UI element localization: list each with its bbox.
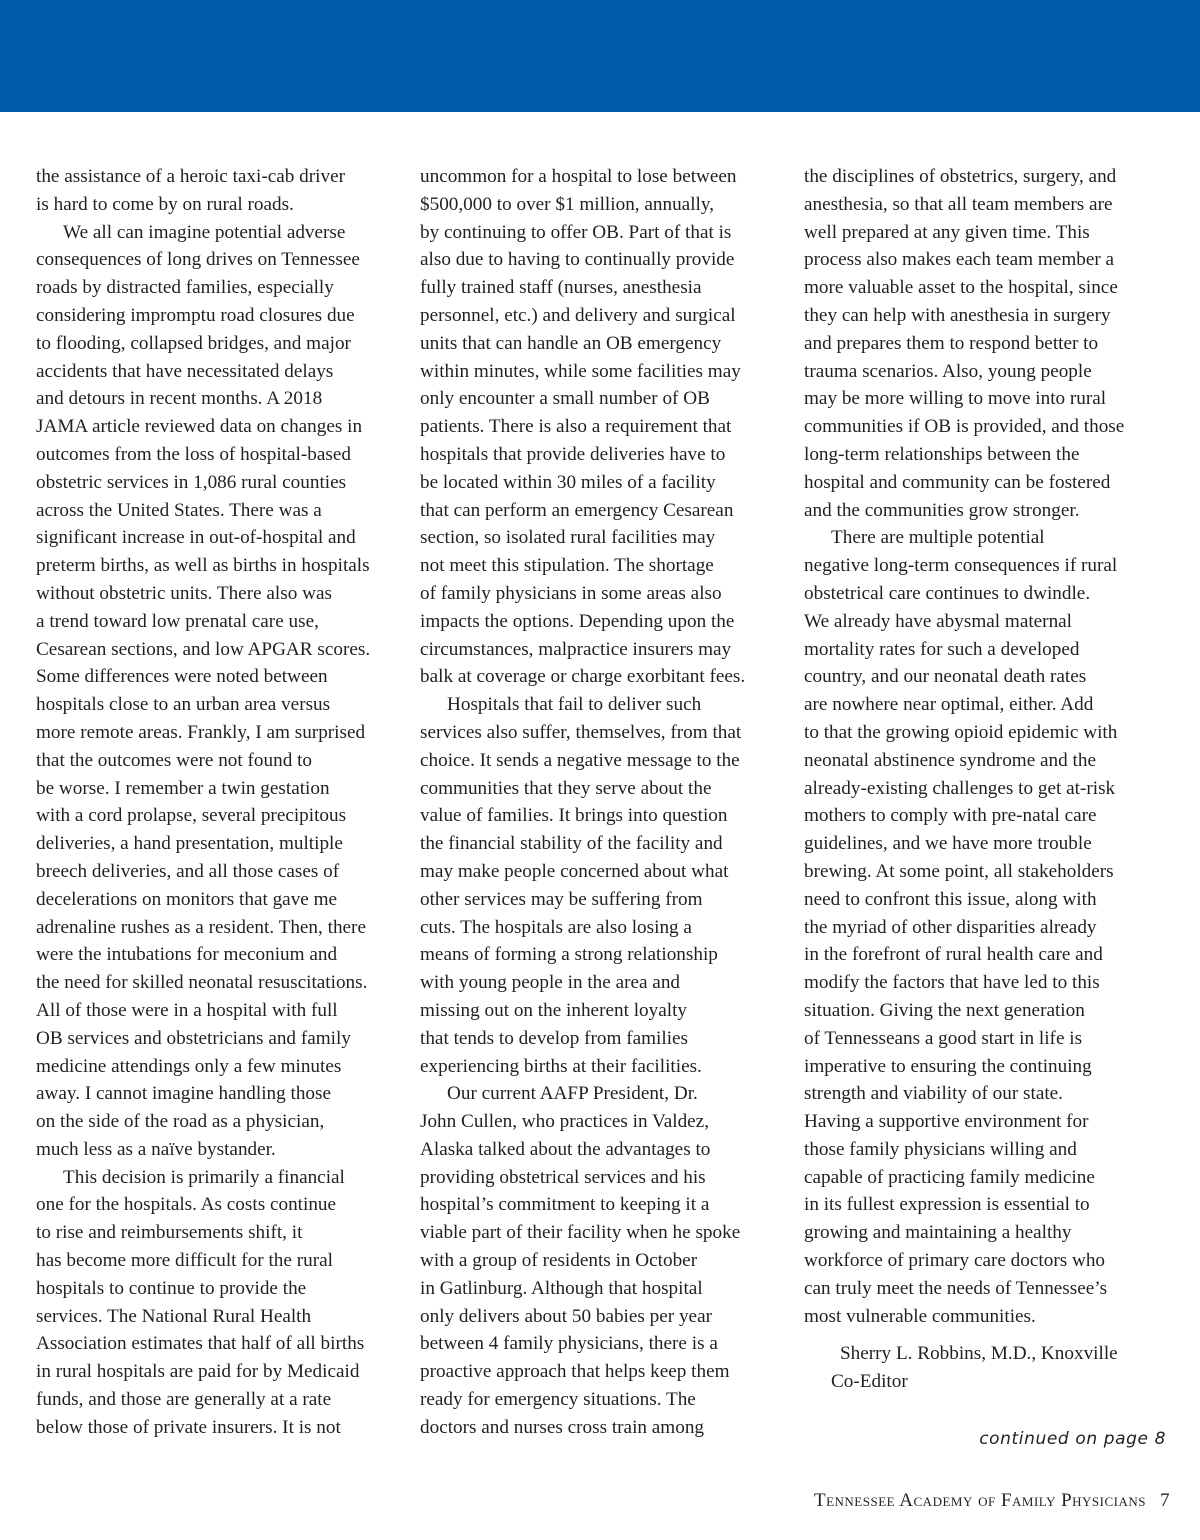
text-line: be located within 30 miles of a facility [420, 471, 716, 493]
text-line: to rise and reimbursements shift, it [36, 1222, 303, 1244]
text-line: not meet this stipulation. The shortage [420, 555, 714, 577]
text-line: guidelines, and we have more trouble [804, 833, 1092, 855]
text-line: more remote areas. Frankly, I am surprised [36, 721, 366, 743]
text-line: choice. It sends a negative message to the [420, 749, 740, 771]
text-line: Our current AAFP President, Dr. [447, 1083, 698, 1105]
text-line: John Cullen, who practices in Valdez, [420, 1111, 709, 1133]
text-line: with a cord prolapse, several precipitous [36, 805, 347, 827]
text-line: trauma scenarios. Also, young people [804, 360, 1092, 382]
text-line: OB services and obstetricians and family [36, 1027, 351, 1049]
text-line: viable part of their facility when he spoke [420, 1222, 741, 1244]
text-line: and detours in recent months. A 2018 [36, 388, 323, 410]
text-line: only delivers about 50 babies per year [420, 1305, 712, 1327]
text-line: hospital’s commitment to keeping it a [420, 1194, 710, 1216]
text-line: Having a supportive environment for [804, 1111, 1089, 1133]
author-role: Co-Editor [831, 1371, 908, 1393]
text-line: outcomes from the loss of hospital-based [36, 443, 351, 465]
text-line: This decision is primarily a financial [63, 1166, 345, 1188]
text-line: other services may be suffering from [420, 888, 703, 910]
text-line: were the intubations for meconium and [36, 944, 338, 966]
text-line: also due to having to continually provide [420, 249, 735, 271]
text-line: with a group of residents in October [420, 1250, 698, 1272]
text-line: much less as a naïve bystander. [36, 1138, 276, 1160]
text-line: value of families. It brings into question [420, 805, 728, 827]
text-line: strength and viability of our state. [804, 1083, 1063, 1105]
text-line: hospitals close to an urban area versus [36, 694, 331, 716]
text-line: means of forming a strong relationship [420, 944, 718, 966]
text-line: need to confront this issue, along with [804, 888, 1097, 910]
text-line: anesthesia, so that all team members are [804, 193, 1113, 215]
text-line: hospital and community can be fostered [804, 471, 1111, 493]
text-line: units that can handle an OB emergency [420, 332, 722, 354]
text-line: balk at coverage or charge exorbitant fees. [420, 666, 746, 688]
text-line: may be more willing to move into rural [804, 388, 1107, 410]
text-line: well prepared at any given time. This [804, 221, 1090, 243]
continued-link[interactable]: continued on page 8 [979, 1429, 1166, 1449]
text-line: We all can imagine potential adverse [63, 221, 346, 243]
text-line: across the United States. There was a [36, 499, 322, 521]
text-line: a trend toward low prenatal care use, [36, 610, 319, 632]
text-line: cuts. The hospitals are also losing a [420, 916, 692, 938]
text-line: in rural hospitals are paid for by Medicaid [36, 1361, 360, 1383]
text-line: proactive approach that helps keep them [420, 1361, 730, 1383]
text-line: fully trained staff (nurses, anesthesia [420, 277, 702, 299]
text-line: be worse. I remember a twin gestation [36, 777, 330, 799]
text-line: within minutes, while some facilities may [420, 360, 741, 382]
author-name: Sherry L. Robbins, M.D., Knoxville [840, 1343, 1118, 1365]
text-line: capable of practicing family medicine [804, 1166, 1095, 1188]
text-line: between 4 family physicians, there is a [420, 1333, 718, 1355]
text-line: the assistance of a heroic taxi-cab driver [36, 166, 345, 187]
text-line: already-existing challenges to get at-risk [804, 777, 1116, 799]
text-line: services also suffer, themselves, from that [420, 721, 742, 743]
text-line: are nowhere near optimal, either. Add [804, 694, 1094, 716]
text-line: preterm births, as well as births in hospitals [36, 555, 370, 577]
text-line: missing out on the inherent loyalty [420, 999, 687, 1021]
text-line: away. I cannot imagine handling those [36, 1083, 332, 1105]
text-line: that the outcomes were not found to [36, 749, 313, 771]
text-line: Some differences were noted between [36, 666, 328, 688]
text-line: the need for skilled neonatal resuscitations. [36, 972, 368, 994]
text-line: We already have abysmal maternal [804, 610, 1073, 632]
page-footer [814, 1490, 1170, 1512]
text-line: country, and our neonatal death rates [804, 666, 1087, 688]
text-line: adrenaline rushes as a resident. Then, there [36, 916, 366, 938]
text-line: in its fullest expression is essential to [804, 1194, 1090, 1216]
text-line: on the side of the road as a physician, [36, 1111, 325, 1133]
text-line: There are multiple potential [831, 527, 1045, 549]
text-line: impacts the options. Depending upon the [420, 610, 735, 632]
text-line: communities if OB is provided, and those [804, 416, 1125, 438]
text-line: one for the hospitals. As costs continue [36, 1194, 337, 1216]
text-line: communities that they serve about the [420, 777, 712, 799]
text-line: considering impromptu road closures due [36, 304, 355, 326]
text-line: Association estimates that half of all births [36, 1333, 365, 1355]
text-line: brewing. At some point, all stakeholders [804, 860, 1114, 882]
text-line: hospitals that provide deliveries have to [420, 443, 726, 465]
text-line: $500,000 to over $1 million, annually, [420, 193, 714, 215]
text-line: accidents that have necessitated delays [36, 360, 334, 382]
text-line: neonatal abstinence syndrome and the [804, 749, 1096, 771]
text-line: hospitals to continue to provide the [36, 1277, 307, 1299]
article-column-1 [36, 163, 406, 1442]
text-line: process also makes each team member a [804, 249, 1115, 271]
article-column-3 [804, 163, 1174, 1396]
text-line: and prepares them to respond better to [804, 332, 1099, 354]
text-line: negative long-term consequences if rural [804, 555, 1118, 577]
text-line: decelerations on monitors that gave me [36, 888, 338, 910]
text-line: most vulnerable communities. [804, 1305, 1036, 1327]
footer-organization: Tennessee Academy of Family Physicians [813, 1490, 1146, 1511]
text-line: of Tennesseans a good start in life is [804, 1027, 1083, 1049]
text-line: only encounter a small number of OB [420, 388, 710, 410]
text-line: obstetric services in 1,086 rural counties [36, 471, 347, 493]
text-line: consequences of long drives on Tennessee [36, 249, 360, 271]
text-line: uncommon for a hospital to lose between [420, 166, 737, 187]
text-line: may make people concerned about what [420, 860, 729, 882]
page-number: 7 [1160, 1490, 1170, 1511]
text-line: ready for emergency situations. The [420, 1389, 696, 1411]
text-line: workforce of primary care doctors who [804, 1250, 1106, 1272]
text-line: that can perform an emergency Cesarean [420, 499, 734, 521]
text-line: imperative to ensuring the continuing [804, 1055, 1092, 1077]
text-line: situation. Giving the next generation [804, 999, 1085, 1021]
text-line: patients. There is also a requirement that [420, 416, 732, 438]
text-line: services. The National Rural Health [36, 1305, 312, 1327]
text-line: personnel, etc.) and delivery and surgical [420, 304, 736, 326]
text-line: can truly meet the needs of Tennessee’s [804, 1277, 1108, 1299]
text-line: circumstances, malpractice insurers may [420, 638, 732, 660]
text-line: funds, and those are generally at a rate [36, 1389, 332, 1411]
text-line: breech deliveries, and all those cases of [36, 860, 340, 882]
text-line: obstetrical care continues to dwindle. [804, 582, 1091, 604]
text-line: providing obstetrical services and his [420, 1166, 706, 1188]
text-line: has become more difficult for the rural [36, 1250, 333, 1272]
text-line: in the forefront of rural health care and [804, 944, 1103, 966]
text-line: All of those were in a hospital with full [36, 999, 338, 1021]
text-line: modify the factors that have led to this [804, 972, 1100, 994]
text-line: with young people in the area and [420, 972, 681, 994]
text-line: to flooding, collapsed bridges, and major [36, 332, 351, 354]
text-line: in Gatlinburg. Although that hospital [420, 1277, 703, 1299]
text-line: that tends to develop from families [420, 1027, 689, 1049]
text-line: roads by distracted families, especially [36, 277, 334, 299]
text-line: they can help with anesthesia in surgery [804, 304, 1111, 326]
text-line: Hospitals that fail to deliver such [447, 694, 702, 716]
text-line: mortality rates for such a developed [804, 638, 1080, 660]
header-color-band [0, 0, 1200, 112]
text-line: more valuable asset to the hospital, since [804, 277, 1118, 299]
text-line: those family physicians willing and [804, 1138, 1077, 1160]
text-line: medicine attendings only a few minutes [36, 1055, 342, 1077]
text-line: of family physicians in some areas also [420, 582, 722, 604]
text-line: long-term relationships between the [804, 443, 1080, 465]
text-line: doctors and nurses cross train among [420, 1416, 705, 1438]
text-line: below those of private insurers. It is not [36, 1416, 341, 1438]
text-line: growing and maintaining a healthy [804, 1222, 1072, 1244]
text-line: significant increase in out-of-hospital and [36, 527, 356, 549]
text-line: JAMA article reviewed data on changes in [36, 416, 363, 438]
text-line: deliveries, a hand presentation, multiple [36, 833, 343, 855]
text-line: section, so isolated rural facilities may [420, 527, 716, 549]
text-line: mothers to comply with pre-natal care [804, 805, 1097, 827]
text-line: by continuing to offer OB. Part of that is [420, 221, 732, 243]
text-line: and the communities grow stronger. [804, 499, 1080, 521]
text-line: Cesarean sections, and low APGAR scores. [36, 638, 371, 660]
text-line: the disciplines of obstetrics, surgery, and [804, 166, 1117, 187]
article-column-2 [420, 163, 790, 1442]
text-line: the financial stability of the facility and [420, 833, 723, 855]
author-signature [804, 1340, 1174, 1396]
text-line: the myriad of other disparities already [804, 916, 1097, 938]
text-line: experiencing births at their facilities. [420, 1055, 702, 1077]
text-line: to that the growing opioid epidemic with [804, 721, 1118, 743]
article-column-3-text [804, 163, 1174, 1330]
text-line: is hard to come by on rural roads. [36, 193, 294, 215]
text-line: without obstetric units. There also was [36, 582, 332, 604]
text-line: Alaska talked about the advantages to [420, 1138, 711, 1160]
